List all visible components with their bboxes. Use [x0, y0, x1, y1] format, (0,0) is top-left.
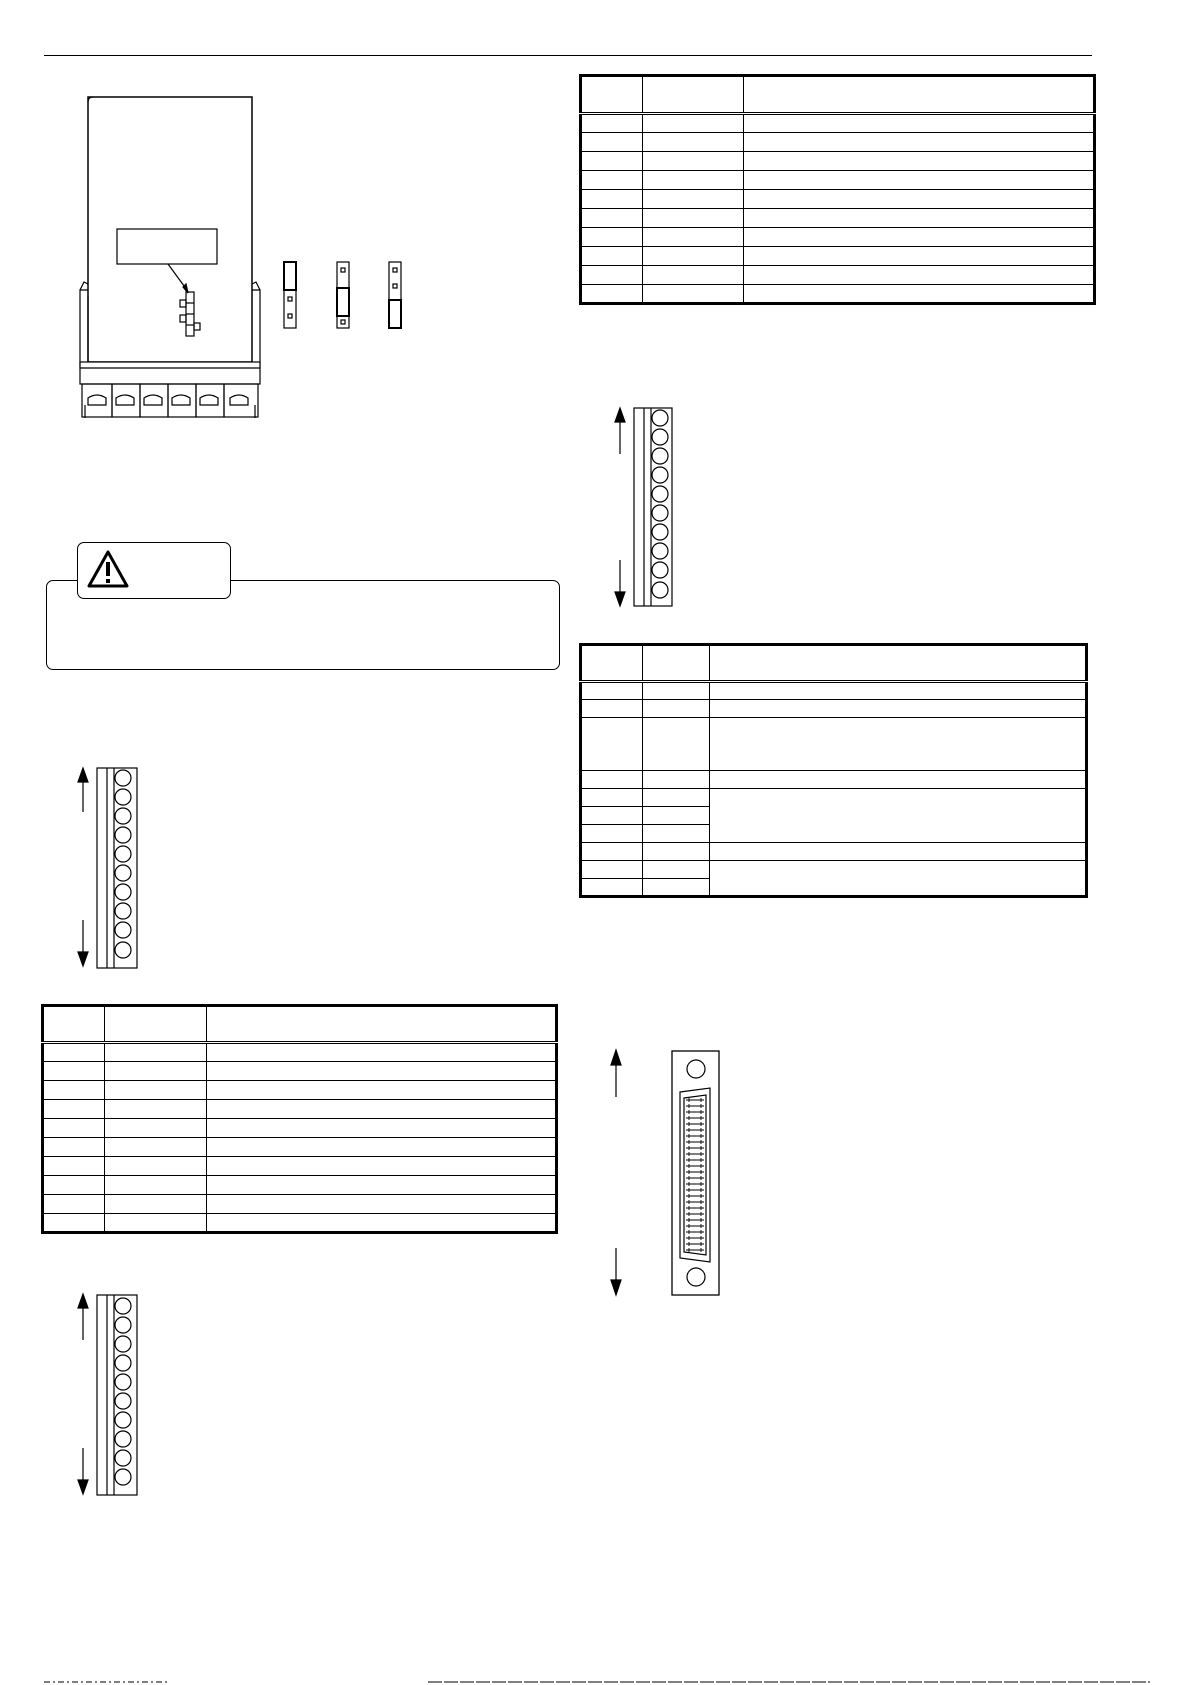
caution-tab: [77, 542, 231, 599]
terminal-block-left-lower: [78, 1294, 137, 1495]
table-middle-right: [579, 643, 1088, 898]
jumper-setting-3: [389, 262, 401, 328]
table-top-right: [579, 74, 1096, 305]
terminal-block-left-upper: [78, 768, 137, 968]
table-bottom-left: [41, 1004, 558, 1234]
module-bottom-terminals: [82, 384, 258, 418]
module-diagram: [80, 97, 260, 418]
warning-triangle-icon: [86, 549, 130, 589]
jumper-setting-1: [284, 262, 296, 328]
connector-drawing: [611, 1050, 719, 1295]
jumper-setting-2: [337, 262, 349, 328]
terminal-block-right: [615, 408, 672, 606]
